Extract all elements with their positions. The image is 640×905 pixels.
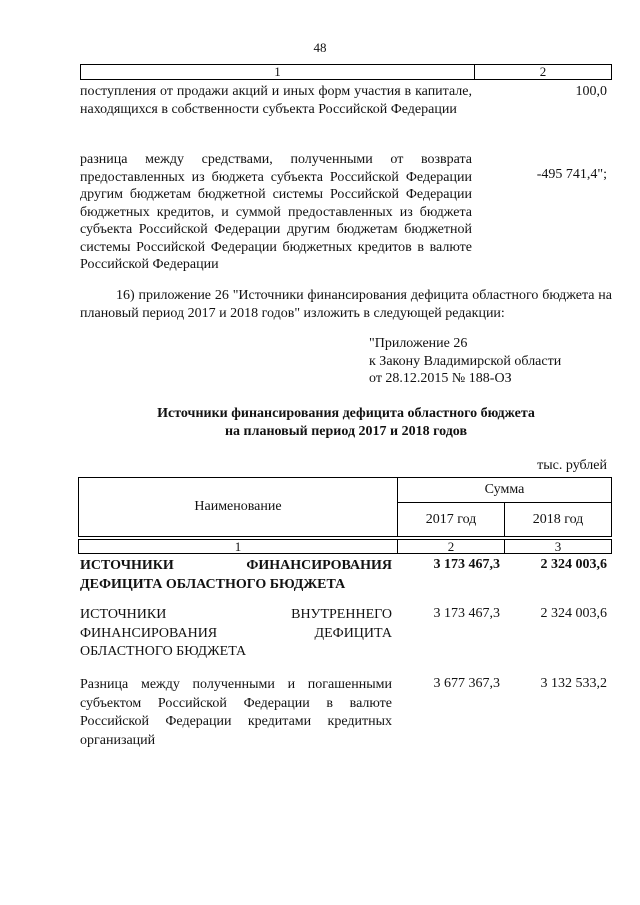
table-column-numbers: [78, 539, 612, 554]
column-number: 3: [554, 539, 562, 554]
table-row-value-2018: 2 324 003,6: [540, 606, 607, 621]
continuation-row-text: разница между средствами, полученными от возврата предоставленных из бюджета субъекта Российской Федерации другим бюджетам бюджетной системы Российской Федерации бюджетных кредитов, и суммой предоставленных из бюджета субъекта Российской Федерации другим бюджетам бюджетной системы Российской Федерации бюджетных кредитов в валюте Российской Федерации: [80, 152, 472, 272]
table-row-value-2018: 3 132 533,2: [540, 676, 607, 691]
column-number: 2: [398, 540, 505, 553]
table-row-name: ИСТОЧНИКИ ФИНАНСИРОВАНИЯ ДЕФИЦИТА ОБЛАСТНОГО БЮДЖЕТА: [80, 558, 392, 592]
appendix-line: к Закону Владимирской области: [369, 353, 562, 369]
continuation-row-value: 100,0: [575, 84, 607, 99]
units-label: тыс. рублей: [537, 458, 607, 473]
table-row-value-2017: 3 173 467,3: [433, 606, 500, 621]
document-title: [80, 405, 612, 441]
header-year-2018: 2018 год: [532, 511, 584, 527]
table-row-name: Разница между полученными и погашенными субъектом Российской Федерации в валюте Российской Федерации кредитами кредитных организаций: [80, 677, 392, 748]
page-number: 48: [313, 40, 327, 55]
table-row-value-2017: 3 677 367,3: [433, 676, 500, 691]
header-name: Наименование: [79, 478, 398, 536]
column-number-2: 2: [539, 64, 547, 79]
appendix-line: "Приложение 26: [369, 336, 468, 351]
appendix-line: от 28.12.2015 № 188-ОЗ: [369, 371, 512, 386]
table-row-value-2018: 2 324 003,6: [540, 557, 607, 572]
table-header: [78, 477, 612, 537]
table-row-name: ИСТОЧНИКИ ВНУТРЕННЕГО ФИНАНСИРОВАНИЯ ДЕФИЦИТА ОБЛАСТНОГО БЮДЖЕТА: [80, 607, 392, 659]
continuation-row-text: поступления от продажи акций и иных форм участия в капитале, находящихся в собственности субъекта Российской Федерации: [80, 84, 472, 117]
title-line: Источники финансирования дефицита областного бюджета: [157, 406, 535, 421]
continuation-table-header: [80, 64, 612, 80]
table-row-value-2017: 3 173 467,3: [433, 557, 500, 572]
title-line: на плановый период 2017 и 2018 годов: [224, 424, 468, 439]
header-year-2017: 2017 год: [398, 503, 505, 536]
header-sum: Сумма: [398, 478, 611, 503]
amendment-item-16: 16) приложение 26 "Источники финансирования дефицита областного бюджета на плановый период 2017 и 2018 годов" изложить в следующей редакции:: [80, 288, 612, 321]
continuation-row-value: -495 741,4";: [536, 167, 607, 182]
column-number-1: 1: [81, 65, 475, 79]
appendix-reference: [369, 335, 619, 388]
column-number: 1: [79, 540, 398, 553]
